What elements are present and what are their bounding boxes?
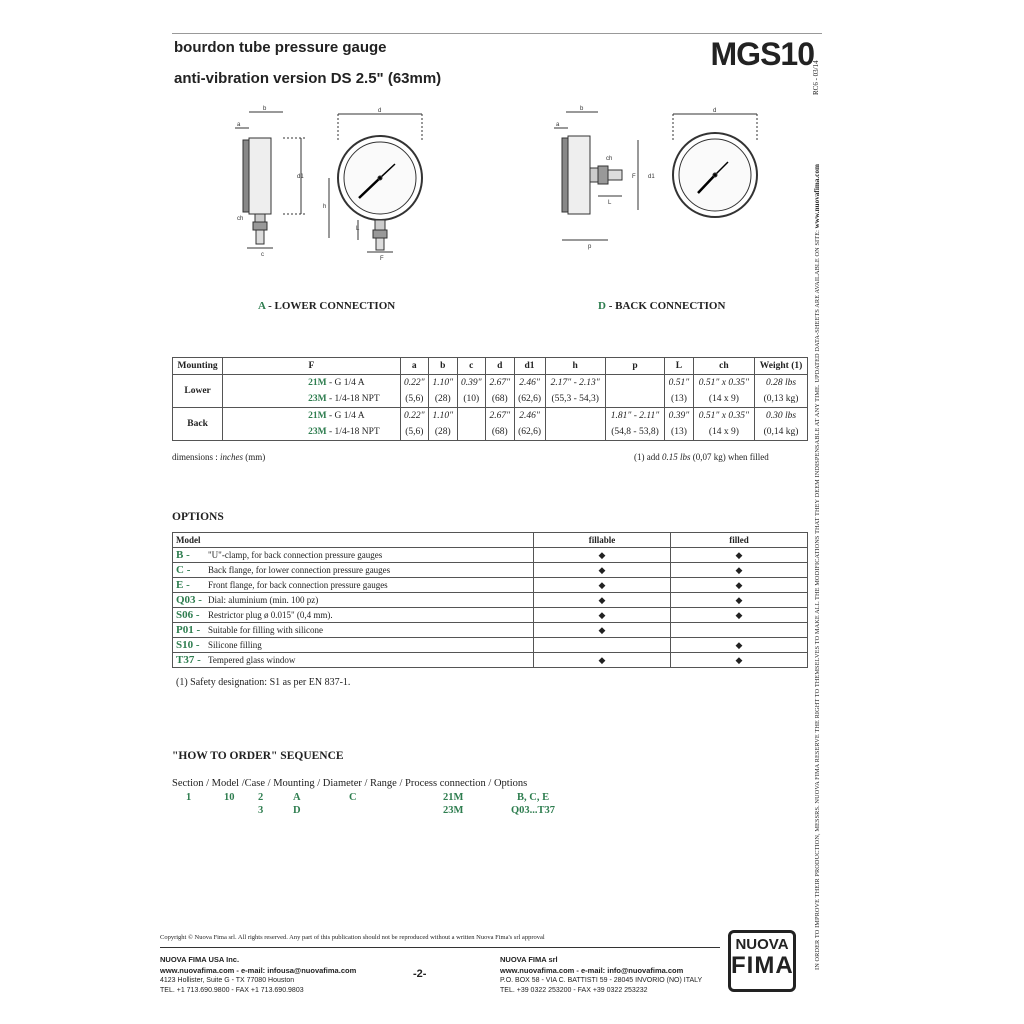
revision-code: RC6 - 03/14 — [812, 60, 820, 95]
table-row — [173, 608, 808, 623]
dim-b-label: b — [263, 106, 267, 112]
dim-d-label: d — [378, 108, 382, 114]
col-weight: Weight (1) — [755, 358, 808, 375]
dim-d1-label: d1 — [297, 174, 304, 180]
dim-d-label: d — [713, 108, 717, 114]
filled-mark: ◆ — [671, 638, 808, 653]
cell-d1-mm: (62,6) — [514, 391, 545, 408]
cell-weight-kg: (0,14 kg) — [755, 424, 808, 441]
col-d1: d1 — [514, 358, 545, 375]
cell-b-mm: (28) — [429, 391, 457, 408]
cell-weight-kg: (0,13 kg) — [755, 391, 808, 408]
options-footnote: (1) Safety designation: S1 as per EN 837-1. — [176, 677, 351, 688]
col-h: h — [545, 358, 605, 375]
model-code: MGS10 — [710, 36, 814, 72]
order-section: 1 — [186, 792, 192, 803]
cell-b-mm: (28) — [429, 424, 457, 441]
cell-d1-mm: (62,6) — [514, 424, 545, 441]
dim-b-label: b — [580, 106, 584, 112]
cell-L: 0.39" — [665, 408, 693, 425]
cell-p — [605, 375, 664, 392]
cell-p-mm — [605, 391, 664, 408]
dim-a-label: a — [237, 122, 241, 128]
cell-a: 0.22" — [400, 375, 428, 392]
option-cell: Q03 - Dial: aluminium (min. 100 pz) — [173, 593, 534, 608]
order-connection: 21M — [443, 792, 464, 803]
filled-mark: ◆ — [671, 608, 808, 623]
title-line2: anti-vibration version DS 2.5" (63mm) — [174, 70, 442, 87]
cell-ch-mm: (14 x 9) — [693, 424, 754, 441]
fillable-mark: ◆ — [534, 608, 671, 623]
order-row-1 — [0, 792, 1024, 806]
dim-ch-label: ch — [237, 216, 244, 222]
nuova-fima-logo: NUOVA FIMA — [728, 930, 796, 992]
cell-h-mm — [545, 424, 605, 441]
col-fillable: fillable — [534, 533, 671, 548]
cell-h-mm: (55,3 - 54,3) — [545, 391, 605, 408]
dimensions-note: dimensions : inches (mm) — [172, 452, 266, 462]
cell-d: 2.67" — [486, 375, 514, 392]
fillable-mark: ◆ — [534, 623, 671, 638]
f-23m: 23M - 1/4-18 NPT — [223, 424, 400, 441]
f-23m: 23M - 1/4-18 NPT — [223, 391, 400, 408]
cell-p-mm: (54,8 - 53,8) — [605, 424, 664, 441]
options-header-row — [173, 533, 808, 548]
cell-ch: 0.51" x 0.35" — [693, 408, 754, 425]
dim-F-label: F — [380, 256, 384, 262]
table-row — [173, 623, 808, 638]
table-header-row — [173, 358, 808, 375]
col-b: b — [429, 358, 457, 375]
cell-c — [457, 408, 485, 425]
cell-L: 0.51" — [665, 375, 693, 392]
filled-mark: ◆ — [671, 548, 808, 563]
dim-p-label: p — [588, 244, 592, 250]
dim-ch-label: ch — [606, 156, 613, 162]
lower-connection-drawing — [225, 100, 425, 270]
title-line1: bourdon tube pressure gauge — [174, 39, 387, 56]
col-a: a — [400, 358, 428, 375]
cell-weight: 0.28 lbs — [755, 375, 808, 392]
order-options: Q03...T37 — [511, 805, 556, 816]
cell-c-mm: (10) — [457, 391, 485, 408]
header-rule — [172, 33, 822, 34]
weight-note: (1) add 0.15 lbs (0,07 kg) when filled — [634, 452, 769, 462]
cell-d-mm: (68) — [486, 424, 514, 441]
fillable-mark: ◆ — [534, 593, 671, 608]
fillable-mark: ◆ — [534, 578, 671, 593]
col-c: c — [457, 358, 485, 375]
filled-mark — [671, 623, 808, 638]
cell-ch: 0.51" x 0.35" — [693, 375, 754, 392]
cell-c-mm — [457, 424, 485, 441]
cell-a-mm: (5,6) — [400, 424, 428, 441]
col-p: p — [605, 358, 664, 375]
back-connection-drawing — [550, 100, 760, 250]
dim-h-label: h — [323, 204, 327, 210]
order-model: 10 — [224, 792, 235, 803]
filled-mark: ◆ — [671, 578, 808, 593]
dim-L-label: L — [356, 226, 360, 232]
options-table — [172, 532, 808, 668]
cell-d-mm: (68) — [486, 391, 514, 408]
table-row — [173, 593, 808, 608]
order-connection: 23M — [443, 805, 464, 816]
cell-b: 1.10" — [429, 408, 457, 425]
order-row-2 — [0, 805, 1024, 819]
filled-mark: ◆ — [671, 653, 808, 668]
option-cell: T37 - Tempered glass window — [173, 653, 534, 668]
footer-rule — [160, 947, 720, 948]
cell-h: 2.17" - 2.13" — [545, 375, 605, 392]
lower-connection-label: A - LOWER CONNECTION — [258, 300, 396, 312]
order-case: 2 — [258, 792, 264, 803]
option-cell: B - "U"-clamp, for back connection pressure gauges — [173, 548, 534, 563]
copyright: Copyright © Nuova Fima srl. All rights reserved. Any part of this publication should not be reproduced without a written Nuova Fima's srl approval — [160, 934, 545, 941]
table-row — [173, 375, 808, 392]
f-21m: 21M - G 1/4 A — [223, 408, 400, 425]
cell-d1: 2.46" — [514, 375, 545, 392]
footer-usa: NUOVA FIMA USA Inc. www.nuovafima.com - e-mail: infousa@nuovafima.com 4123 Hollister, Suite G - TX 77080 Houston TEL. +1 713.690.9800 - FAX +1 713.690.9803 — [160, 955, 357, 994]
options-title: OPTIONS — [172, 511, 224, 523]
table-row — [173, 391, 808, 408]
table-row — [173, 578, 808, 593]
cell-ch-mm: (14 x 9) — [693, 391, 754, 408]
dim-L-label: L — [608, 200, 612, 206]
cell-b: 1.10" — [429, 375, 457, 392]
option-cell: S10 - Silicone filling — [173, 638, 534, 653]
fillable-mark — [534, 638, 671, 653]
table-row — [173, 408, 808, 425]
filled-mark: ◆ — [671, 593, 808, 608]
cell-weight: 0.30 lbs — [755, 408, 808, 425]
dim-c-label: c — [261, 252, 264, 258]
fillable-mark: ◆ — [534, 563, 671, 578]
col-ch: ch — [693, 358, 754, 375]
footer-italy: NUOVA FIMA srl www.nuovafima.com - e-mail: info@nuovafima.com P.O. BOX 58 - VIA C. BATTISTI 59 - 28045 INVORIO (NO) ITALY TEL. +39 0322 253200 - FAX +39 0322 253232 — [500, 955, 703, 994]
option-cell: P01 - Suitable for filling with silicone — [173, 623, 534, 638]
table-row — [173, 548, 808, 563]
mounting-lower: Lower — [173, 375, 223, 408]
order-sequence: Section / Model /Case / Mounting / Diameter / Range / Process connection / Options — [172, 778, 528, 789]
cell-c: 0.39" — [457, 375, 485, 392]
col-model: Model — [173, 533, 534, 548]
back-connection-label: D - BACK CONNECTION — [598, 300, 726, 312]
order-diameter: C — [349, 792, 357, 803]
fillable-mark: ◆ — [534, 653, 671, 668]
mounting-back: Back — [173, 408, 223, 441]
col-d: d — [486, 358, 514, 375]
cell-L-mm: (13) — [665, 424, 693, 441]
table-row — [173, 638, 808, 653]
cell-a-mm: (5,6) — [400, 391, 428, 408]
cell-h — [545, 408, 605, 425]
fillable-mark: ◆ — [534, 548, 671, 563]
dim-F-label: F — [632, 174, 636, 180]
col-L: L — [665, 358, 693, 375]
cell-d: 2.67" — [486, 408, 514, 425]
option-cell: C - Back flange, for lower connection pressure gauges — [173, 563, 534, 578]
filled-mark: ◆ — [671, 563, 808, 578]
option-cell: S06 - Restrictor plug ø 0.015" (0,4 mm). — [173, 608, 534, 623]
col-filled: filled — [671, 533, 808, 548]
page-number: -2- — [413, 968, 427, 980]
order-mounting: A — [293, 792, 301, 803]
f-21m: 21M - G 1/4 A — [223, 375, 400, 392]
dim-d1-label: d1 — [648, 174, 655, 180]
option-cell: E - Front flange, for back connection pressure gauges — [173, 578, 534, 593]
col-f: F — [223, 358, 400, 375]
cell-p: 1.81" - 2.11" — [605, 408, 664, 425]
cell-L-mm: (13) — [665, 391, 693, 408]
dimensions-table — [172, 357, 808, 441]
table-row — [173, 653, 808, 668]
cell-d1: 2.46" — [514, 408, 545, 425]
order-options: B, C, E — [517, 792, 550, 803]
order-mounting: D — [293, 805, 301, 816]
side-notice: IN ORDER TO IMPROVE THEIR PRODUCTION, MESSRS. NUOVA FIMA RESERVE THE RIGHT TO THEMSELVES TO MAKE ALL THE MODIFICATIONS THAT THEY DEEM INDISPENSABLE AT ANY TIME. UPDATED DATA-SHEETS ARE AVAILABLE ON SITE: www.nuovafima.com — [813, 164, 821, 970]
table-row — [173, 563, 808, 578]
table-row — [173, 424, 808, 441]
how-to-order-title: "HOW TO ORDER" SEQUENCE — [172, 750, 344, 762]
cell-a: 0.22" — [400, 408, 428, 425]
dim-a-label: a — [556, 122, 560, 128]
col-mounting: Mounting — [173, 358, 223, 375]
order-case: 3 — [258, 805, 264, 816]
